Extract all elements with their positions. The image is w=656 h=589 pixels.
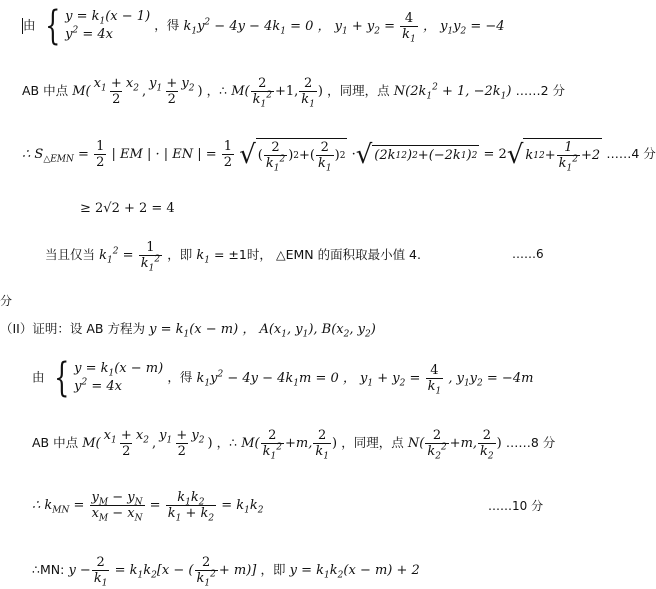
- score-2: ……2 分: [515, 83, 565, 98]
- midpoint-line-2: AB 中点 M( $\frac{x_1 + x_2}{2}$ , $\frac{y_1 + y_2}{2}$ ) ，∴ M( $\frac{2}{k_1^2}$ +m, $\frac{2}{k_1}$ ) ，同理，点 N( $\frac{2}{k_2^2}$ +m, $\frac{2}{k_2}$ ) ……8 分: [32, 428, 556, 462]
- prod-end: = −4: [466, 18, 505, 34]
- frac-mn-1: $\frac{2}{k_1}$: [93, 555, 108, 589]
- sys1-eq-b: y: [65, 27, 73, 42]
- mn-final2: k: [329, 563, 338, 578]
- prod2-end: = −4m: [482, 370, 534, 386]
- equality-line: 当且仅当 $k_1^2$ = $\frac{1}{k_1^2}$ ，即 $k_1 = \pm 1$时， △EMN 的面积取最小值 4.: [45, 240, 421, 274]
- equality-val: = ±1时，: [209, 247, 272, 262]
- score-fen: 分: [0, 294, 13, 308]
- frac-slope-2: $\frac{k_1k_2}{k_1 + k_2}$: [167, 490, 215, 524]
- eq-line-2: 由 { $y = k_1(x - m)$ $y^2 = 4x$ ，得 $k_1y^2 - 4y - 4k_1m = 0$ ， $y_1 + y_2$ = $\frac{4}{k_1}$ , $y_1y_2 = -4m$: [32, 355, 534, 401]
- sqrt-3: √ k 1 2 + $\frac{1}{k_1^2}$ +2: [506, 139, 601, 174]
- em-en: | EM | · | EN | =: [111, 147, 217, 162]
- mn-post: ，即: [260, 562, 286, 577]
- frac-y: $\frac{y_1 + y_2}{2}$: [149, 76, 195, 107]
- prod2-start: , y: [448, 370, 464, 386]
- word-you: 由: [23, 17, 36, 33]
- half-num: 1: [96, 139, 105, 154]
- equality-post: △EMN 的面积取最小值 4.: [275, 247, 421, 262]
- frac2-mx: $\frac{2}{k_1^2}$: [262, 428, 282, 462]
- area-line: ∴ $S_{\triangle EMN}$ = $\frac{1}{2}$ | EM | · | EN | = $\frac{1}{2}$ √ ( $\frac{2}{k_1^2}$ ) 2 +( $\frac{2}{k_1}$ ) 2 · √ (2k 1 2 ) 2 +(−2k 1 ) 2 = 2 √ k 1 2 + $\frac{1}{k_1^2}$ +2 ……4 分: [22, 139, 656, 174]
- mid-label-2: AB 中点: [32, 435, 79, 450]
- derive-text: ，得: [154, 17, 180, 33]
- part2-heading-text: （II）证明：设 AB 方程为: [0, 321, 145, 336]
- brace-icon: {: [44, 3, 61, 49]
- radical-icon: √: [239, 139, 256, 170]
- n-expr3: ): [506, 84, 512, 99]
- similarly-text: ，同理，点: [327, 83, 390, 98]
- frac-x: $\frac{x_1 + x_2}{2}$: [93, 76, 139, 107]
- frac2-num: 4: [430, 362, 439, 378]
- score-8: ……8 分: [505, 435, 556, 450]
- area-label: ∴ S: [22, 147, 44, 162]
- radical-icon: √: [506, 139, 524, 170]
- slope-sub: MN: [52, 505, 70, 516]
- quad2-end: m = 0 ， y: [299, 370, 368, 386]
- midpoint-line-1: AB 中点 M( $\frac{x_1 + x_2}{2}$ , $\frac{y_1 + y_2}{2}$ ) ，∴ M( $\frac{2}{k_1^2}$ +1, $\frac{2}{k_1}$ ) ，同理，点 $N(2k_1^2 + 1$, $-2k_1$) ……2 分: [22, 76, 565, 110]
- frac-my: $\frac{2}{k_1}$: [301, 76, 315, 110]
- half-den: 2: [96, 155, 105, 170]
- mid-label: AB 中点: [22, 83, 69, 98]
- frac-num: 4: [404, 10, 414, 26]
- equality-pre: 当且仅当: [45, 247, 96, 262]
- frac-slope-1: $\frac{y_M - y_N}{x_M - x_N}$: [91, 490, 143, 524]
- line-eq2: (x − m): [189, 322, 239, 337]
- sum2-eq: =: [405, 370, 421, 386]
- sys2-eq-b2: = 4x: [87, 379, 122, 394]
- mn-line: ∴MN: y − $\frac{2}{k_1}$ = $k_1k_2[x$ − ( $\frac{2}{k_1^2}$ + m)] ，即 $y = k_1k_2(x - m) + 2$: [32, 555, 420, 589]
- therefore: ，∴: [206, 83, 228, 98]
- sys1-eq-a: y = k: [65, 9, 100, 24]
- frac-mn-2: $\frac{2}{k_1^2}$: [196, 555, 216, 589]
- sys2-eq-a: y = k: [74, 361, 109, 376]
- points3: ), B(x: [308, 322, 344, 337]
- sum-eq2: =: [380, 18, 396, 34]
- word-you-2: 由: [32, 369, 45, 385]
- frac-den: k: [402, 26, 411, 42]
- sum-eq: + y: [347, 18, 375, 34]
- system-2: { $y = k_1(x - m)$ $y^2 = 4x$: [53, 355, 164, 401]
- sum2: + y: [373, 370, 400, 386]
- brace-icon: {: [53, 355, 70, 401]
- sys1-eq-a2: (x − 1): [105, 9, 151, 24]
- area-sub: △EMN: [43, 154, 74, 165]
- mn-label: ∴MN:: [32, 562, 65, 577]
- eq-line-1: 由 { $y = k_1(x - 1)$ $y^2 = 4x$ ，得 $k_1y^2 - 4y - 4k_1 = 0$ ， $y_1 + y_2$ = $\frac{4}{k_1}$ ， $y_1y_2 = -4$: [23, 3, 505, 49]
- part2-heading: （II）证明：设 AB 方程为 $y = k_1(x - m)$ ， $A(x_1$, $y_1$), $B(x_2$, $y_2$): [0, 321, 376, 340]
- points4: , y: [349, 322, 365, 337]
- frac-mx: $\frac{2}{k_1^2}$: [252, 76, 272, 110]
- mn-final3: (x − m) + 2: [343, 563, 420, 578]
- quad-y: y: [197, 18, 205, 34]
- sys2-eq-b: y: [74, 379, 82, 394]
- quad2-mid: − 4y − 4k: [223, 370, 294, 386]
- two-coef: 2: [498, 147, 507, 162]
- frac2-4-k1: $\frac{4}{k_1}$: [427, 362, 442, 397]
- line-eq: y = k: [149, 322, 184, 337]
- frac-eq: $\frac{1}{k_1^2}$: [140, 240, 161, 274]
- prod-mid: y: [453, 18, 461, 34]
- points: ， A(x: [242, 322, 282, 337]
- equality-mid: ，即: [167, 247, 193, 262]
- therefore-2: ，∴: [216, 435, 238, 450]
- frac2-x: $\frac{x_1 + x_2}{2}$: [103, 428, 149, 459]
- frac-half: [94, 139, 106, 170]
- frac2-nx: $\frac{2}{k_2^2}$: [427, 428, 447, 462]
- inequality: ≥ 2√2 + 2 = 4: [80, 201, 175, 216]
- frac2-my: $\frac{2}{k_1}$: [315, 428, 329, 462]
- slope-line: ∴ $k_{MN}$ = $\frac{y_M - y_N}{x_M - x_N}$ = $\frac{k_1k_2}{k_1 + k_2}$ = $k_1k_2$: [32, 490, 264, 524]
- n-expr: N(2k: [393, 84, 427, 99]
- area-eq: =: [73, 147, 89, 162]
- quad-mid: − 4y − 4k: [210, 18, 281, 34]
- sys1-eq-b2: = 4x: [78, 27, 113, 42]
- points5: ): [370, 322, 376, 337]
- quad-end: = 0 ， y: [285, 18, 343, 34]
- score-4: ……4 分: [606, 146, 656, 161]
- ineq-line: [80, 200, 175, 218]
- frac-4-k1: $\frac{4}{k_1}$: [402, 10, 416, 45]
- points2: , y: [287, 322, 303, 337]
- sqrt-1: √ ( $\frac{2}{k_1^2}$ ) 2 +( $\frac{2}{k_1}$ ) 2: [239, 139, 346, 174]
- score-6: ……6: [512, 247, 544, 261]
- system-1: { $y = k_1(x - 1)$ $y^2 = 4x$: [44, 3, 151, 49]
- radical-icon: √: [355, 139, 373, 170]
- frac2-ny: $\frac{2}{k_2}$: [480, 428, 494, 462]
- sys2-eq-a2: (x − m): [114, 361, 164, 376]
- slope-label: ∴ k: [32, 498, 53, 513]
- frac2-y: $\frac{y_1 + y_2}{2}$: [159, 428, 205, 459]
- derive-text-2: ，得: [167, 369, 193, 385]
- score-10: ……10 分: [488, 499, 544, 513]
- similarly-text-2: ，同理，点: [341, 435, 404, 450]
- n-expr2: + 1, −2k: [437, 84, 501, 99]
- mn-final: y = k: [289, 563, 325, 578]
- sqrt-2: √ (2k 1 2 ) 2 +(−2k 1 ) 2: [355, 139, 478, 170]
- prod-start: ， y: [422, 18, 448, 34]
- slope-eq: = k: [221, 498, 245, 513]
- frac-half-2: $\frac{1}{2}$: [223, 139, 233, 170]
